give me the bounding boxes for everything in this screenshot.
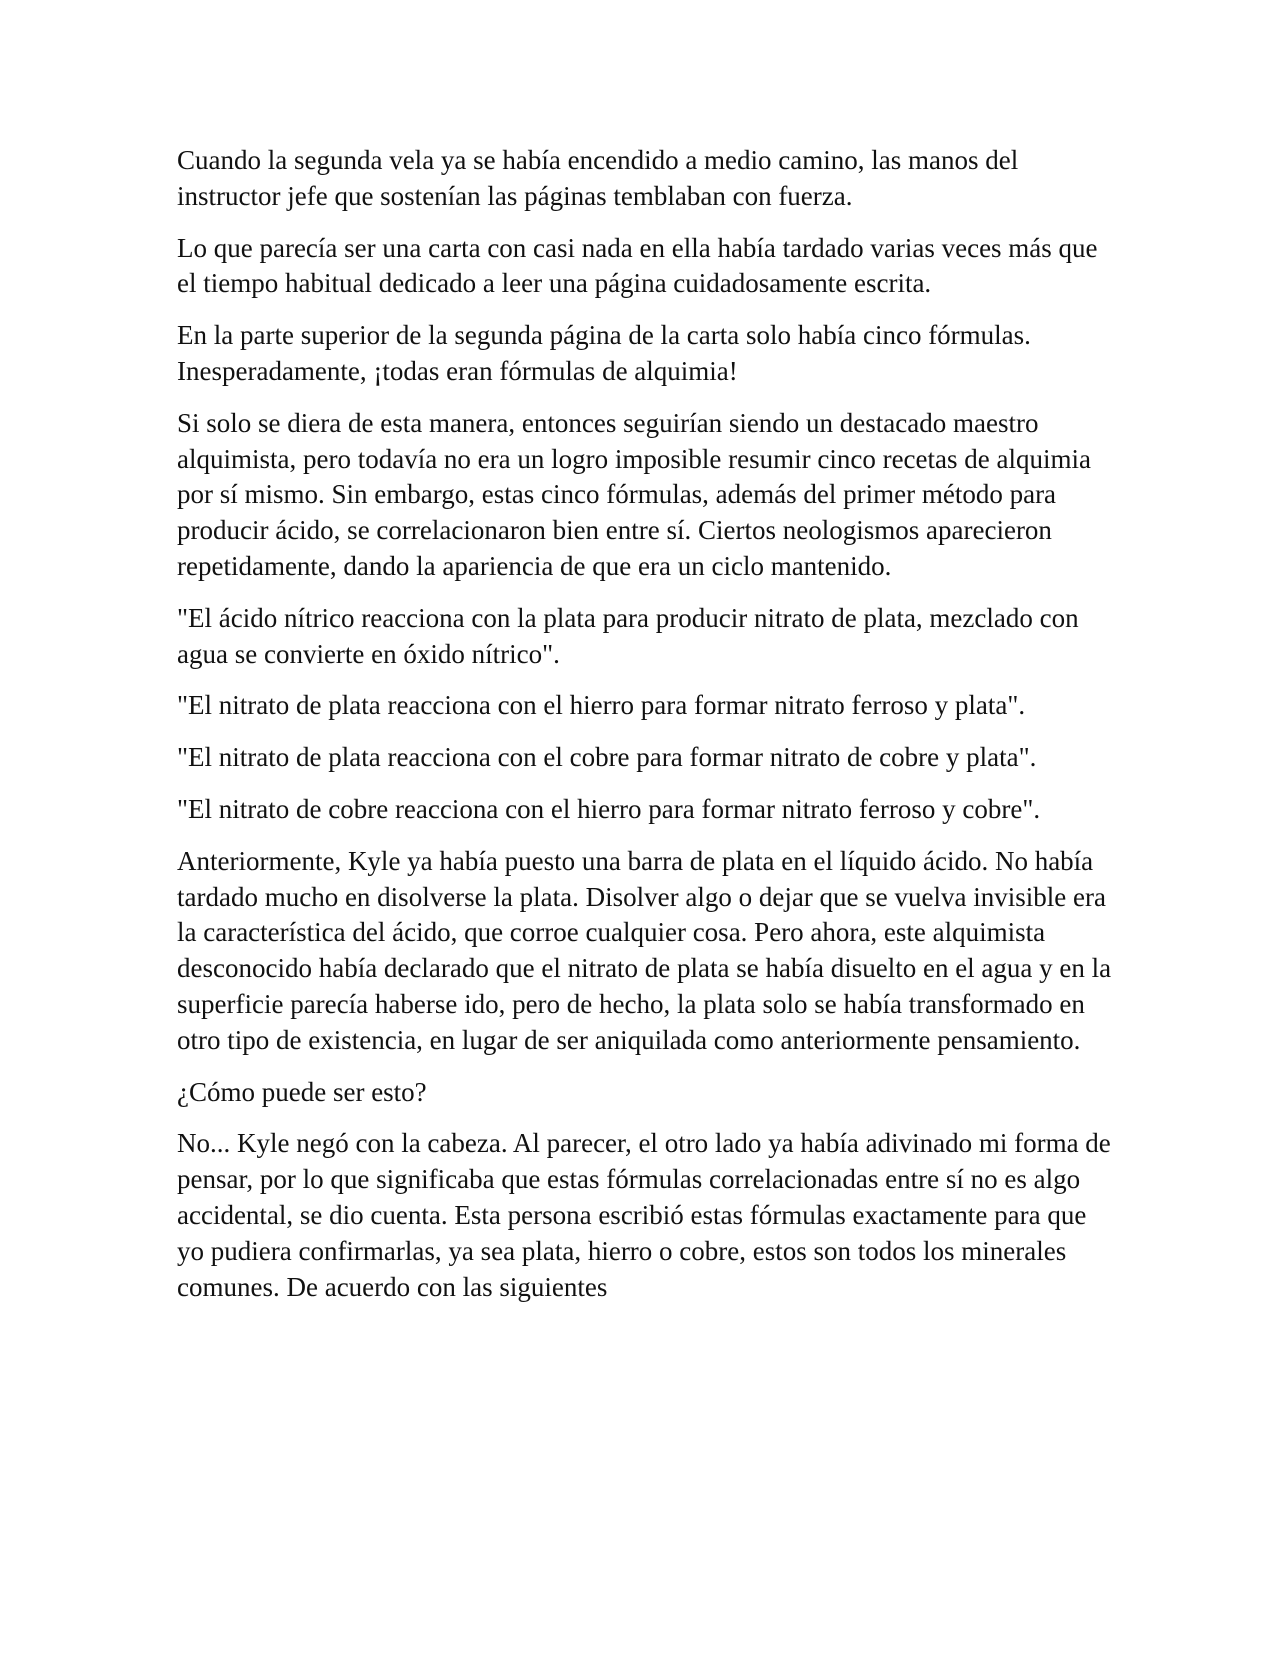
paragraph: Anteriormente, Kyle ya había puesto una barra de plata en el líquido ácido. No había tardado mucho en disolverse la plata. Disolver algo o dejar que se vuelva invisible era la característica del ácido, que corroe cualquier cosa. Pero ahora, este alquimista desconocido había declarado que el nitrato de plata se había disuelto en el agua y en la superficie parecía haberse ido, pero de hecho, la plata solo se había transformado en otro tipo de existencia, en lugar de ser aniquilada como anteriormente pensamiento. <box>177 845 1112 1055</box>
paragraph: "El nitrato de cobre reacciona con el hierro para formar nitrato ferroso y cobre". <box>177 793 1041 824</box>
paragraph: En la parte superior de la segunda página de la carta solo había cinco fórmulas. Inesperadamente, ¡todas eran fórmulas de alquimia! <box>177 320 1031 386</box>
paragraph: Si solo se diera de esta manera, entonces seguirían siendo un destacado maestro alquimista, pero todavía no era un logro imposible resumir cinco recetas de alquimia por sí mismo. Sin embargo, estas cinco fórmulas, además del primer método para producir ácido, se correlacionaron bien entre sí. Ciertos neologismos aparecieron repetidamente, dando la apariencia de que era un ciclo mantenido. <box>177 407 1091 581</box>
paragraph: "El nitrato de plata reacciona con el cobre para formar nitrato de cobre y plata". <box>177 742 1037 773</box>
paragraph: Cuando la segunda vela ya se había encendido a medio camino, las manos del instructor jefe que sostenían las páginas temblaban con fuerza. <box>177 145 1019 211</box>
paragraph: Lo que parecía ser una carta con casi nada en ella había tardado varias veces más que el tiempo habitual dedicado a leer una página cuidadosamente escrita. <box>177 232 1098 299</box>
paragraph: "El nitrato de plata reacciona con el hierro para formar nitrato ferroso y plata". <box>177 690 1026 721</box>
paragraph: No... Kyle negó con la cabeza. Al parecer, el otro lado ya había adivinado mi forma de pensar, por lo que significaba que estas fórmulas correlacionadas entre sí no es algo accidental, se dio cuenta. Esta persona escribió estas fórmulas exactamente para que yo pudiera confirmarlas, ya sea plata, hierro o cobre, estos son todos los minerales comunes. De acuerdo con las siguientes <box>177 1128 1111 1302</box>
document-page <box>177 143 1117 1321</box>
paragraph: "El ácido nítrico reacciona con la plata para producir nitrato de plata, mezclado con agua se convierte en óxido nítrico". <box>177 602 1079 669</box>
paragraph: ¿Cómo puede ser esto? <box>177 1076 427 1107</box>
